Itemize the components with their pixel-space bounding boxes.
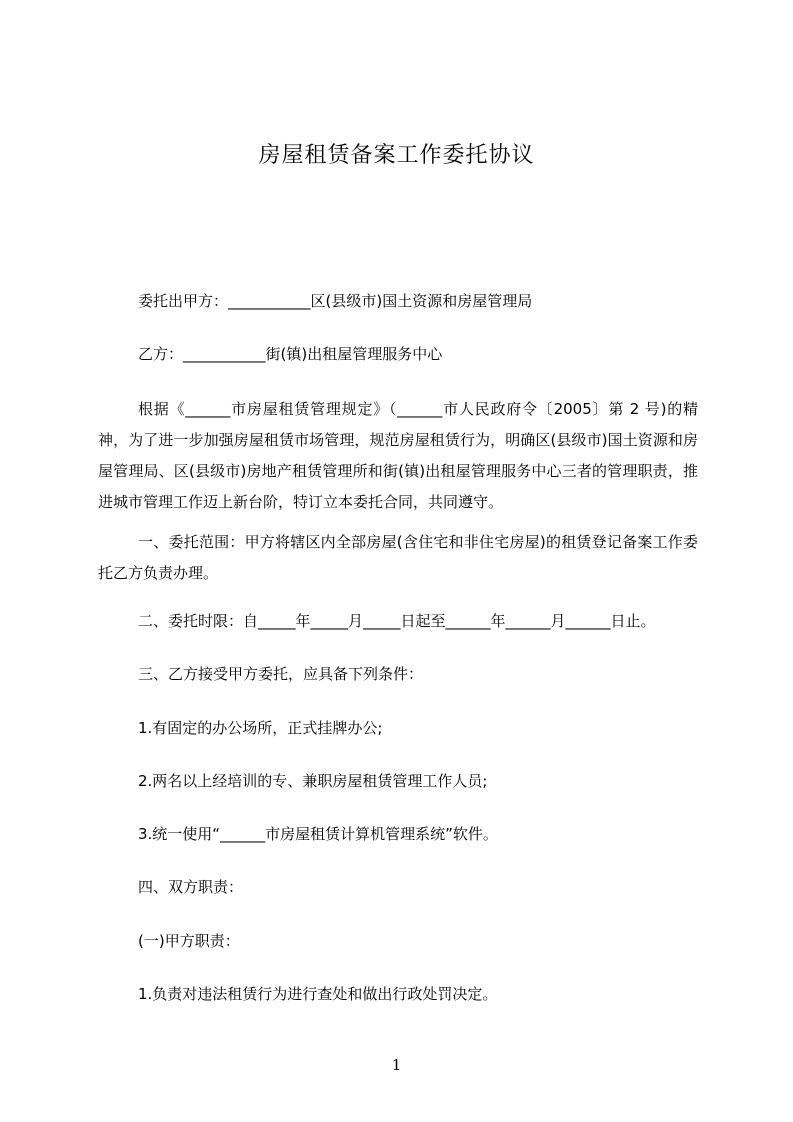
party-a-responsibilities-heading: (一)甲方职责： [138, 932, 240, 950]
party-a-line: 委托出甲方：___________区(县级市)国土资源和房屋管理局 [138, 292, 533, 310]
page-number: 1 [391, 1056, 402, 1074]
condition-item-office: 1.有固定的办公场所，正式挂牌办公; [138, 719, 383, 737]
party-a-responsibility-item: 1.负责对违法租赁行为进行查处和做出行政处罚决定。 [138, 985, 498, 1003]
condition-item-staff: 2.两名以上经培训的专、兼职房屋租赁管理工作人员; [138, 772, 488, 790]
clause-responsibilities: 四、双方职责： [138, 878, 244, 896]
clause-conditions: 三、乙方接受甲方委托，应具备下列条件： [138, 665, 424, 683]
clause-scope: 一、委托范围：甲方将辖区内全部房屋(含住宅和非住宅房屋)的租赁登记备案工作委托乙方负责办理。 [98, 533, 698, 582]
document-title: 房屋租赁备案工作委托协议 [258, 143, 535, 168]
clause-term: 二、委托时限：自_____年_____月_____日起至______年______月______日止。 [138, 612, 656, 630]
party-b-line: 乙方：___________街(镇)出租屋管理服务中心 [138, 345, 443, 363]
condition-item-software: 3.统一使用“______市房屋租赁计算机管理系统”软件。 [138, 825, 498, 843]
preamble-paragraph: 根据《______市房屋租赁管理规定》（______市人民政府令〔2005〕第 2 号)的精神，为了进一步加强房屋租赁市场管理，规范房屋租赁行为，明确区(县级市)国土资源和房屋管理局、区(县级市)房地产租赁管理所和街(镇)出租屋管理服务中心三者的管理职责，推进城市管理工作迈上新台阶，特订立本委托合同，共同遵守。 [98, 400, 698, 511]
